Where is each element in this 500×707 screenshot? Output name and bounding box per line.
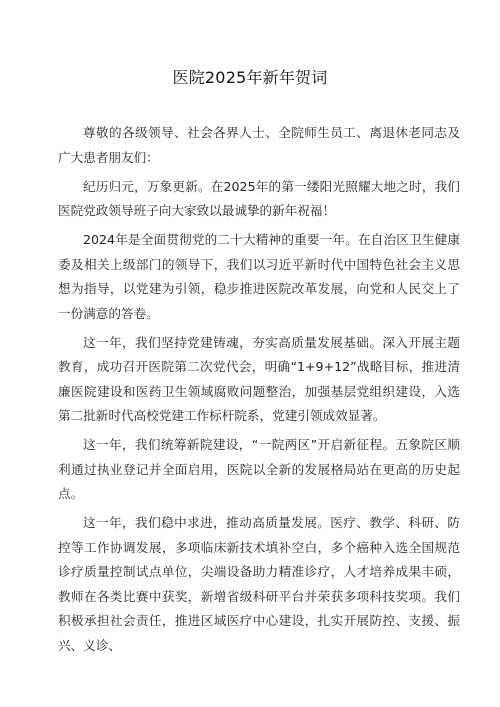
paragraph: 这一年，我们稳中求进，推动高质量发展。医疗、教学、科研、防控等工作协调发展，多项临床新技术填补空白，多个癌种入选全国规范诊疗质量控制试点单位，尖端设备助力精准诊疗，人才培养成果丰硕，教师在各类比赛中获奖，新增省级科研平台并荣获多项科技奖项。我们积极承担社会责任，推进区域医疗中心建设，扎实开展防控、支援、振兴、义诊、 xyxy=(58,515,460,653)
greeting-paragraph: 尊敬的各级领导、社会各界人士、全院师生员工、离退休老同志及广大患者朋友们： xyxy=(58,125,460,165)
document-title: 医院2025年新年贺词 xyxy=(172,68,328,87)
paragraph: 2024年是全面贯彻党的二十大精神的重要一年。在自治区卫生健康委及相关上级部门的领导下，我们以习近平新时代中国特色社会主义思想为指导，以党建为引领，稳步推进医院改革发展，向党和人民交上了一份满意的答卷。 xyxy=(58,232,460,321)
paragraph: 这一年，我们统筹新院建设，“一院两区”开启新征程。五象院区顺利通过执业登记并全面启用，医院以全新的发展格局站在更高的历史起点。 xyxy=(58,437,460,501)
document-body xyxy=(58,121,460,663)
paragraph: 纪历归元，万象更新。在2025年的第一缕阳光照耀大地之时，我们医院党政领导班子向大家致以最诚挚的新年祝福！ xyxy=(58,178,460,218)
paragraph: 这一年，我们坚持党建铸魂，夯实高质量发展基础。深入开展主题教育，成功召开医院第二次党代会，明确“1+9+12”战略目标，推进清廉医院建设和医药卫生领域腐败问题整治，加强基层党组织建设，入选第二批新时代高校党建工作标杆院系，党建引领成效显著。 xyxy=(58,334,460,423)
